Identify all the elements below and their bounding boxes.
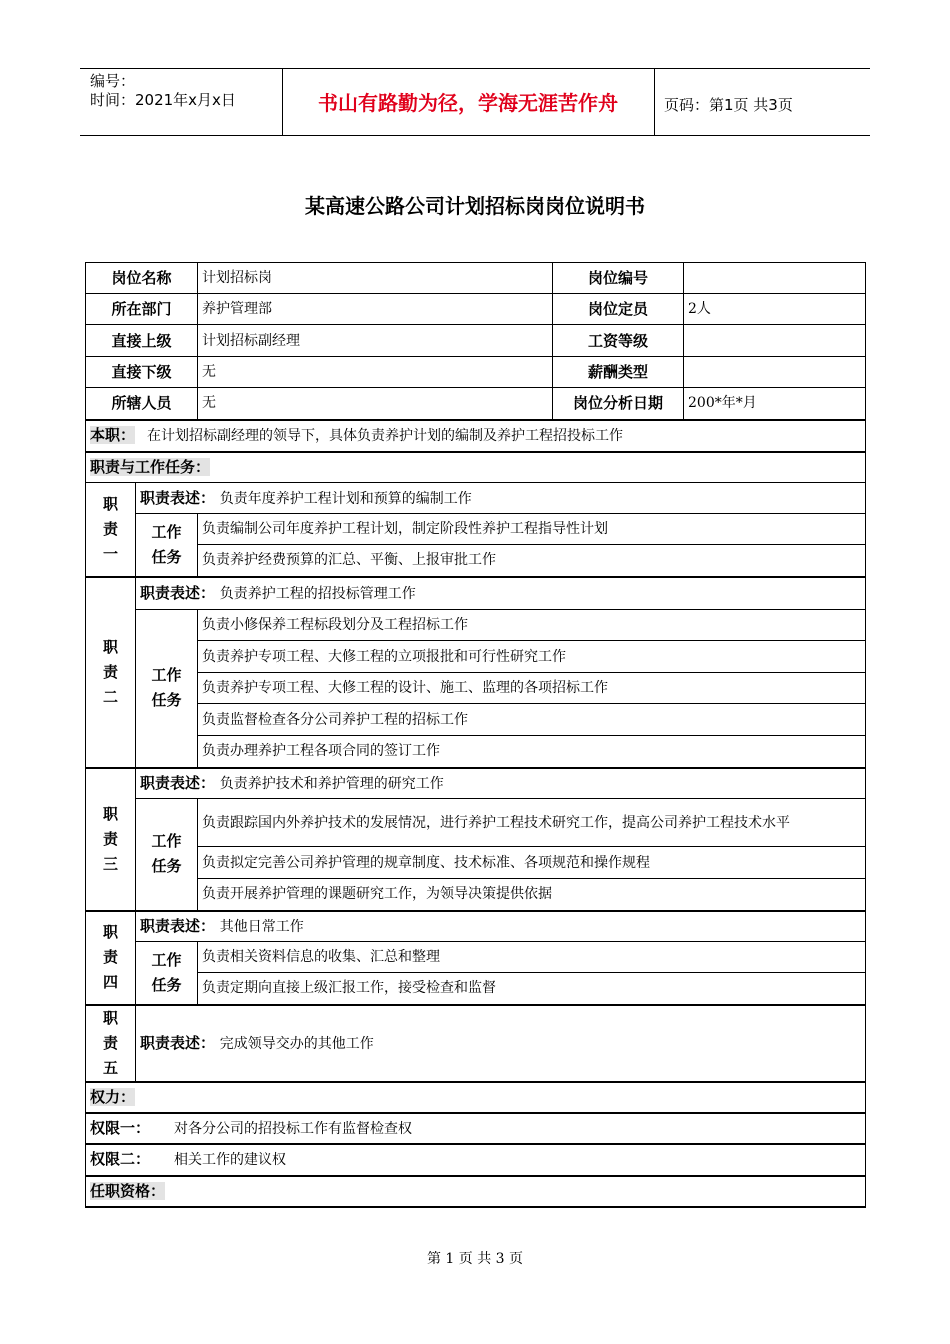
subordinate-label: 直接下级 — [86, 357, 198, 388]
page-footer: 第 1 页 共 3 页 — [426, 1251, 524, 1267]
superior-label: 直接上级 — [86, 325, 198, 357]
duty-1-tasks-label: 工作 任务 — [136, 514, 198, 577]
duty-3-task: 负责拟定完善公司养护管理的规章制度、技术标准、各项规范和操作规程 — [198, 847, 866, 879]
duty-2-task: 负责养护专项工程、大修工程的立项报批和可行性研究工作 — [198, 641, 866, 673]
analysis-date-label: 岗位分析日期 — [553, 388, 684, 420]
department-label: 所在部门 — [86, 294, 198, 325]
duty-4-tasks-label: 工作 任务 — [136, 942, 198, 1005]
duty-2-statement: 职责表述： 负责养护工程的招投标管理工作 — [136, 577, 866, 610]
duty-1-label: 职 责 一 — [86, 483, 136, 577]
duty-5-statement: 职责表述： 完成领导交办的其他工作 — [136, 1005, 866, 1082]
duty-1-statement: 职责表述： 负责年度养护工程计划和预算的编制工作 — [136, 483, 866, 514]
duty-4-task: 负责相关资料信息的收集、汇总和整理 — [198, 942, 866, 973]
job-description-table — [85, 262, 865, 1208]
duty-3-task: 负责开展养护管理的课题研究工作，为领导决策提供依据 — [198, 879, 866, 911]
pay-type-value — [684, 357, 866, 388]
department-value: 养护管理部 — [198, 294, 553, 325]
post-name-label: 岗位名称 — [86, 263, 198, 294]
superior-value: 计划招标副经理 — [198, 325, 553, 357]
duty-summary-label: 本职： — [90, 426, 136, 444]
duty-3-task: 负责跟踪国内外养护技术的发展情况，进行养护工程技术研究工作，提高公司养护工程技术水平 — [198, 799, 866, 847]
duty-4-task: 负责定期向直接上级汇报工作，接受检查和监督 — [198, 973, 866, 1005]
time-label: 时间：2021年x月x日 — [90, 91, 236, 109]
grade-label: 工资等级 — [553, 325, 684, 357]
duty-2-task: 负责养护专项工程、大修工程的设计、施工、监理的各项招标工作 — [198, 673, 866, 704]
duty-4-statement: 职责表述： 其他日常工作 — [136, 911, 866, 942]
document-title: 某高速公路公司计划招标岗岗位说明书 — [305, 194, 645, 218]
duty-1-task: 负责养护经费预算的汇总、平衡、上报审批工作 — [198, 545, 866, 577]
duties-header: 职责与工作任务： — [86, 452, 866, 483]
duty-summary — [86, 420, 866, 452]
authority-item: 权限一： 对各分公司的招投标工作有监督检查权 — [86, 1113, 866, 1144]
header-divider — [654, 68, 655, 135]
duty-3-statement: 职责表述： 负责养护技术和养护管理的研究工作 — [136, 768, 866, 799]
pay-type-label: 薪酬类型 — [553, 357, 684, 388]
number-label: 编号： — [90, 72, 136, 90]
header-bottom-rule — [80, 135, 870, 136]
duty-2-task: 负责办理养护工程各项合同的签订工作 — [198, 736, 866, 768]
subordinate-value: 无 — [198, 357, 553, 388]
post-no-label: 岗位编号 — [553, 263, 684, 294]
motto: 书山有路勤为径，学海无涯苦作舟 — [318, 91, 618, 115]
authority-item: 权限二： 相关工作的建议权 — [86, 1144, 866, 1176]
duty-4-label: 职 责 四 — [86, 911, 136, 1005]
duty-2-tasks-label: 工作 任务 — [136, 610, 198, 768]
duty-2-task: 负责小修保养工程标段划分及工程招标工作 — [198, 610, 866, 641]
duty-3-tasks-label: 工作 任务 — [136, 799, 198, 911]
post-no-value — [684, 263, 866, 294]
staff-label: 所辖人员 — [86, 388, 198, 420]
qualification-header: 任职资格： — [86, 1176, 866, 1207]
grade-value — [684, 325, 866, 357]
duty-2-task: 负责监督检查各分公司养护工程的招标工作 — [198, 704, 866, 736]
duty-3-label: 职 责 三 — [86, 768, 136, 911]
staffing-value: 2人 — [684, 294, 866, 325]
duty-1-task: 负责编制公司年度养护工程计划，制定阶段性养护工程指导性计划 — [198, 514, 866, 545]
duty-summary-text: 在计划招标副经理的领导下，具体负责养护计划的编制及养护工程招投标工作 — [147, 428, 624, 444]
analysis-date-value: 200*年*月 — [684, 388, 866, 420]
duty-5-label: 职 责 五 — [86, 1005, 136, 1082]
authority-header: 权力： — [86, 1082, 866, 1113]
duty-2-label: 职 责 二 — [86, 577, 136, 768]
staff-value: 无 — [198, 388, 553, 420]
post-name-value: 计划招标岗 — [198, 263, 553, 294]
page-info: 页码：第1页 共3页 — [664, 96, 793, 114]
staffing-label: 岗位定员 — [553, 294, 684, 325]
